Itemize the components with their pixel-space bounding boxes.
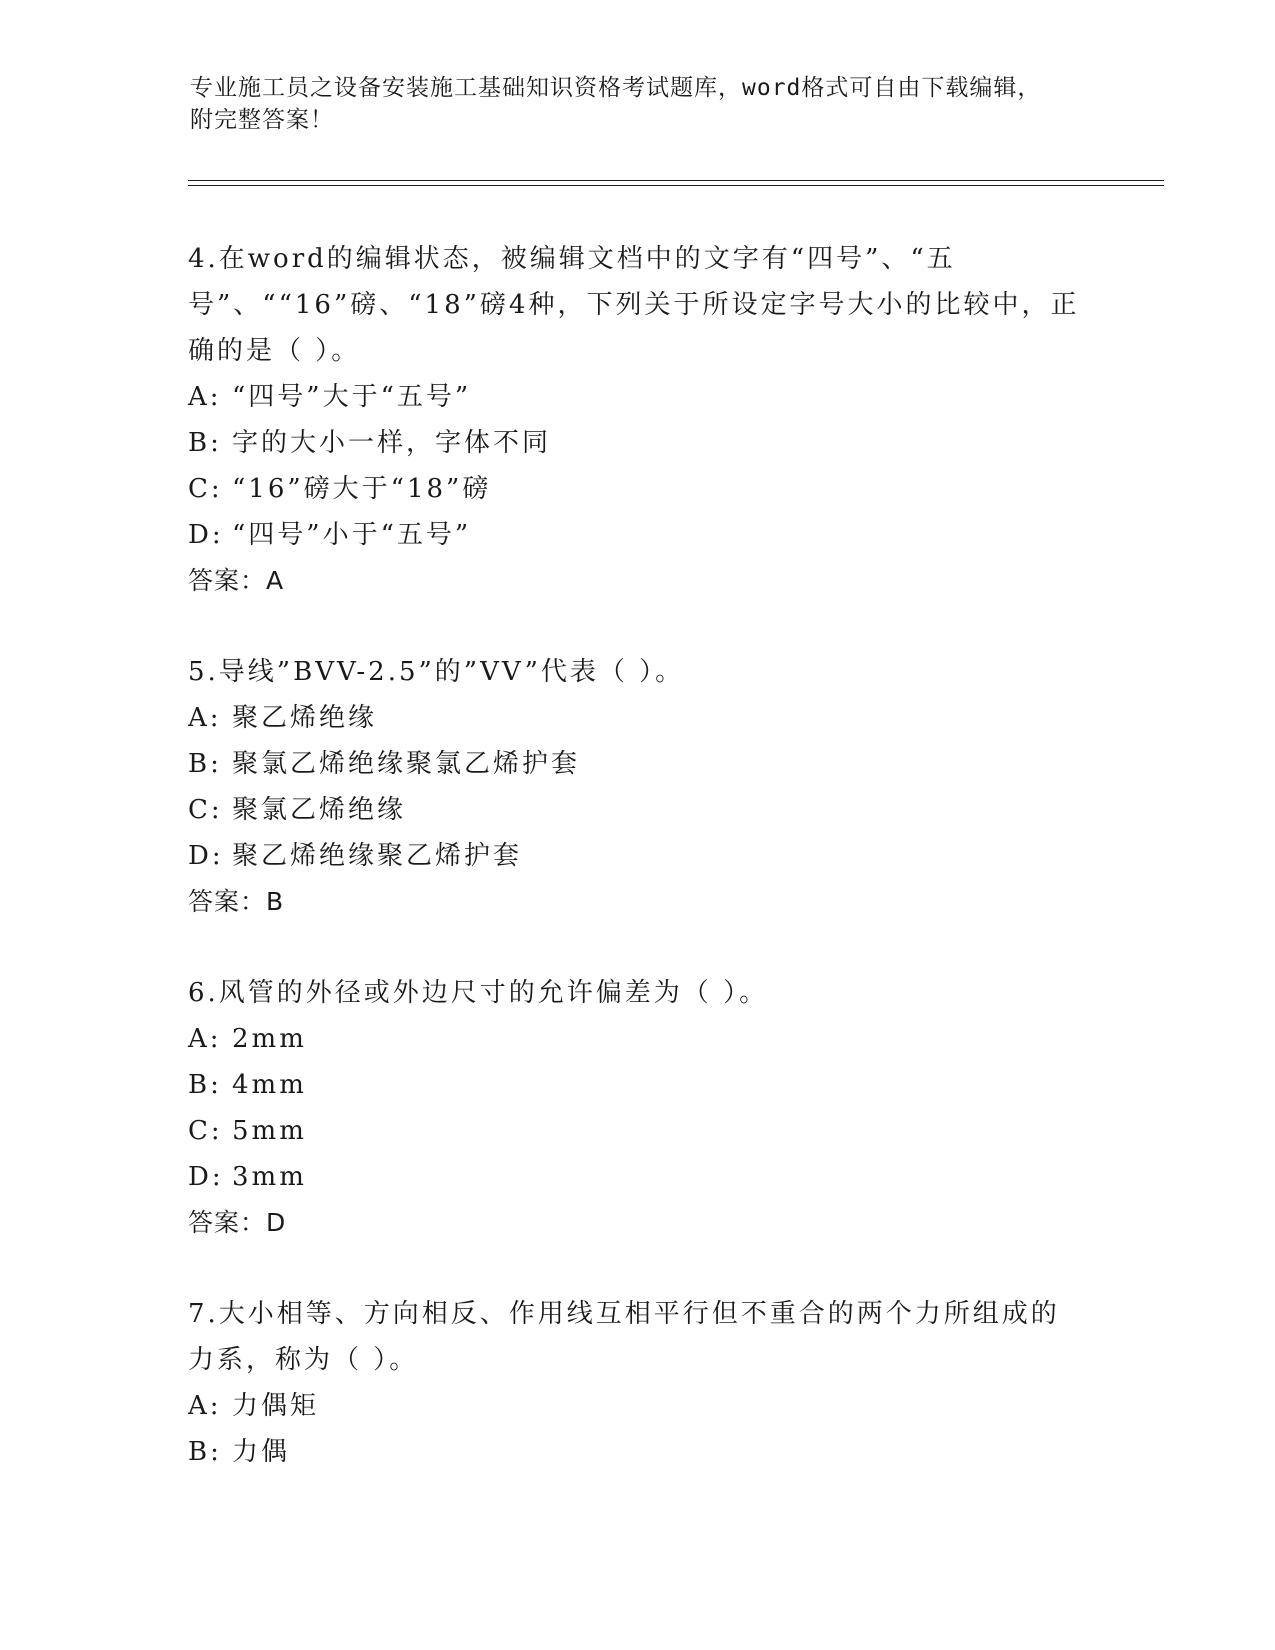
option-letter: D: [188, 520, 224, 550]
option-text: “四号”大于“五号” [232, 382, 472, 412]
answer-text: 答案：B [188, 887, 285, 916]
question-stem: 7.大小相等、方向相反、作用线互相平行但不重合的两个力所组成的力系，称为（ ）。 [188, 1299, 1060, 1375]
header-line-1: 专业施工员之设备安装施工基础知识资格考试题库，word格式可自由下载编辑， [190, 75, 1042, 101]
option-text: 3mm [232, 1162, 307, 1192]
option-letter: B: [188, 428, 222, 458]
question-4 [188, 236, 1088, 604]
header-line-2: 附完整答案！ [190, 107, 334, 133]
option-letter: A: [188, 703, 222, 733]
question-6 [188, 970, 1088, 1246]
option-c [188, 1108, 1088, 1154]
option-text: 聚乙烯绝缘 [232, 703, 378, 733]
question-stem: 5.导线”BVV-2.5”的”VV”代表（ ）。 [188, 657, 685, 687]
document-header [190, 72, 1070, 136]
option-text: 5mm [232, 1116, 307, 1146]
option-a [188, 695, 1088, 741]
option-letter: D: [188, 841, 224, 871]
option-text: 2mm [232, 1024, 307, 1054]
answer-text: 答案：D [188, 1208, 287, 1237]
option-c [188, 787, 1088, 833]
option-c [188, 466, 1088, 512]
answer-text: 答案：A [188, 566, 285, 595]
option-b [188, 1062, 1088, 1108]
option-text: 力偶 [232, 1437, 291, 1467]
option-letter: C: [188, 1116, 223, 1146]
option-d [188, 512, 1088, 558]
option-text: “四号”小于“五号” [232, 520, 472, 550]
option-text: 聚氯乙烯绝缘 [232, 795, 407, 825]
option-letter: B: [188, 1437, 222, 1467]
option-a [188, 374, 1088, 420]
question-5 [188, 649, 1088, 925]
option-d [188, 833, 1088, 879]
question-stem: 4.在word的编辑状态，被编辑文档中的文字有“四号”、“五号”、““16”磅、“18”磅4种，下列关于所设定字号大小的比较中，正确的是（ ）。 [188, 244, 1080, 366]
option-letter: A: [188, 382, 222, 412]
option-text: 聚乙烯绝缘聚乙烯护套 [232, 841, 523, 871]
question-list [188, 236, 1088, 1520]
option-letter: C: [188, 795, 223, 825]
option-letter: B: [188, 1070, 222, 1100]
header-divider-bottom [188, 185, 1164, 186]
option-b [188, 741, 1088, 787]
option-text: “16”磅大于“18”磅 [232, 474, 492, 504]
option-letter: C: [188, 474, 223, 504]
option-letter: A: [188, 1391, 222, 1421]
option-letter: B: [188, 749, 222, 779]
option-text: 字的大小一样，字体不同 [232, 428, 552, 458]
question-7 [188, 1291, 1088, 1475]
option-a [188, 1016, 1088, 1062]
option-a [188, 1383, 1088, 1429]
option-d [188, 1154, 1088, 1200]
option-text: 力偶矩 [232, 1391, 320, 1421]
option-b [188, 1429, 1088, 1475]
option-text: 聚氯乙烯绝缘聚氯乙烯护套 [232, 749, 581, 779]
option-b [188, 420, 1088, 466]
header-divider-top [188, 180, 1164, 181]
option-letter: D: [188, 1162, 224, 1192]
question-stem: 6.风管的外径或外边尺寸的允许偏差为（ ）。 [188, 978, 769, 1008]
option-text: 4mm [232, 1070, 307, 1100]
option-letter: A: [188, 1024, 222, 1054]
